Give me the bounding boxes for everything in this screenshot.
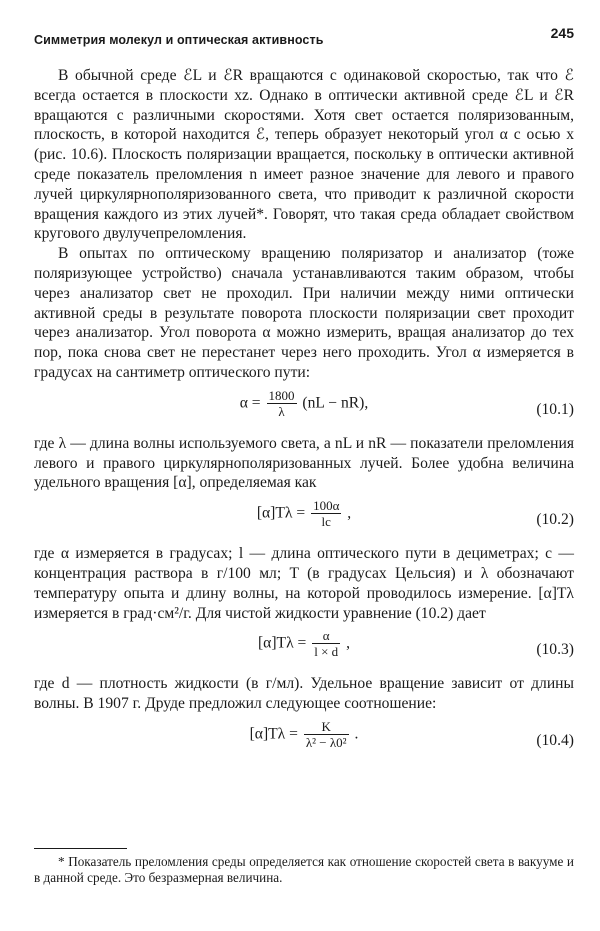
running-header xyxy=(34,25,574,51)
paragraph-4: где α измеряется в градусах; l — длина оптического пути в дециметрах; c — концентрация раствора в г/100 мл; T (в градусах Цельсия) и λ обозначают температуру опыта и длину волны, на которой проводилось измерение. [α]Tλ измеряется в град·см²/г. Для чистой жидкости уравнение (10.2) дает xyxy=(34,545,574,622)
page-number: 245 xyxy=(550,25,574,41)
fraction xyxy=(304,719,349,750)
fraction-numerator: α xyxy=(312,628,340,644)
equation-lhs: [α]Tλ = xyxy=(256,504,306,522)
equation-number: (10.4) xyxy=(536,731,574,749)
equation-10-1 xyxy=(34,388,574,430)
footnote-divider xyxy=(34,848,127,849)
paragraph-2: В опытах по оптическому вращению поляризатор и анализатор (тоже поляризующее устройство) сначала устанавливаются таким образом, чтобы через анализатор свет не проходил. При наличии между ними оптически активной среды в результате поворота плоскости поляризации свет проходит через анализатор. Угол поворота α можно измерить, вращая анализатор до тех пор, пока снова свет не перестанет через него проходить. Угол α измеряется в градусах на сантиметр оптического пути: xyxy=(34,245,574,381)
fraction xyxy=(312,628,340,659)
fraction-denominator: lc xyxy=(321,514,331,530)
fraction-denominator: l × d xyxy=(314,644,339,660)
fraction-denominator: λ² − λ0² xyxy=(305,734,347,750)
page-body xyxy=(34,66,574,765)
equation-rhs: , xyxy=(346,634,350,652)
fraction-denominator: λ xyxy=(278,403,285,419)
equation-10-2 xyxy=(34,498,574,540)
equation-rhs: (nL − nR), xyxy=(302,394,369,412)
paragraph-3: где λ — длина волны используемого света, а nL и nR — показатели преломления левого и правого циркулярнополяризованных лучей. Более удобна величина удельного вращения [α], определяемая как xyxy=(34,434,574,492)
equation-lhs: [α]Tλ = xyxy=(257,634,307,652)
chapter-title: Симметрия молекул и оптическая активность xyxy=(34,33,324,47)
fraction xyxy=(311,498,341,529)
equation-number: (10.1) xyxy=(536,400,574,418)
equation-number: (10.2) xyxy=(536,511,574,529)
equation-number: (10.3) xyxy=(536,641,574,659)
fraction-numerator: K xyxy=(304,719,349,735)
equation-lhs: α = xyxy=(239,394,261,412)
equation-10-4 xyxy=(34,719,574,761)
footnote: * Показатель преломления среды определяется как отношение скоростей света в вакууме и в данной среде. Это безразмерная величина. xyxy=(34,854,574,886)
paragraph-1: В обычной среде ℰL и ℰR вращаются с одинаковой скоростью, так что ℰ всегда остается в плоскости xz. Однако в оптически активной среде ℰL и ℰR вращаются с различными скоростями. Хотя свет остается поляризованным, плоскость, в которой находится ℰ, теперь образует некоторый угол α с осью x (рис. 10.6). Плоскость поляризации вращается, поскольку в оптически активной среде показатель преломления n имеет разное значение для левого и правого лучей циркулярнополяризованного света, что приводит к различной скорости вращения каждого из этих лучей*. Говорят, что такая среда обладает свойством кругового двулучепреломления. xyxy=(34,67,574,243)
equation-rhs: . xyxy=(354,725,359,743)
equation-lhs: [α]Tλ = xyxy=(249,725,298,743)
fraction xyxy=(267,388,297,419)
equation-rhs: , xyxy=(347,504,352,522)
paragraph-5: где d — плотность жидкости (в г/мл). Удельное вращение зависит от длины волны. В 1907 г. Друде предложил следующее соотношение: xyxy=(34,675,574,713)
fraction-numerator: 1800 xyxy=(268,387,295,403)
equation-10-3 xyxy=(34,628,574,670)
fraction-numerator: 100α xyxy=(313,498,340,514)
